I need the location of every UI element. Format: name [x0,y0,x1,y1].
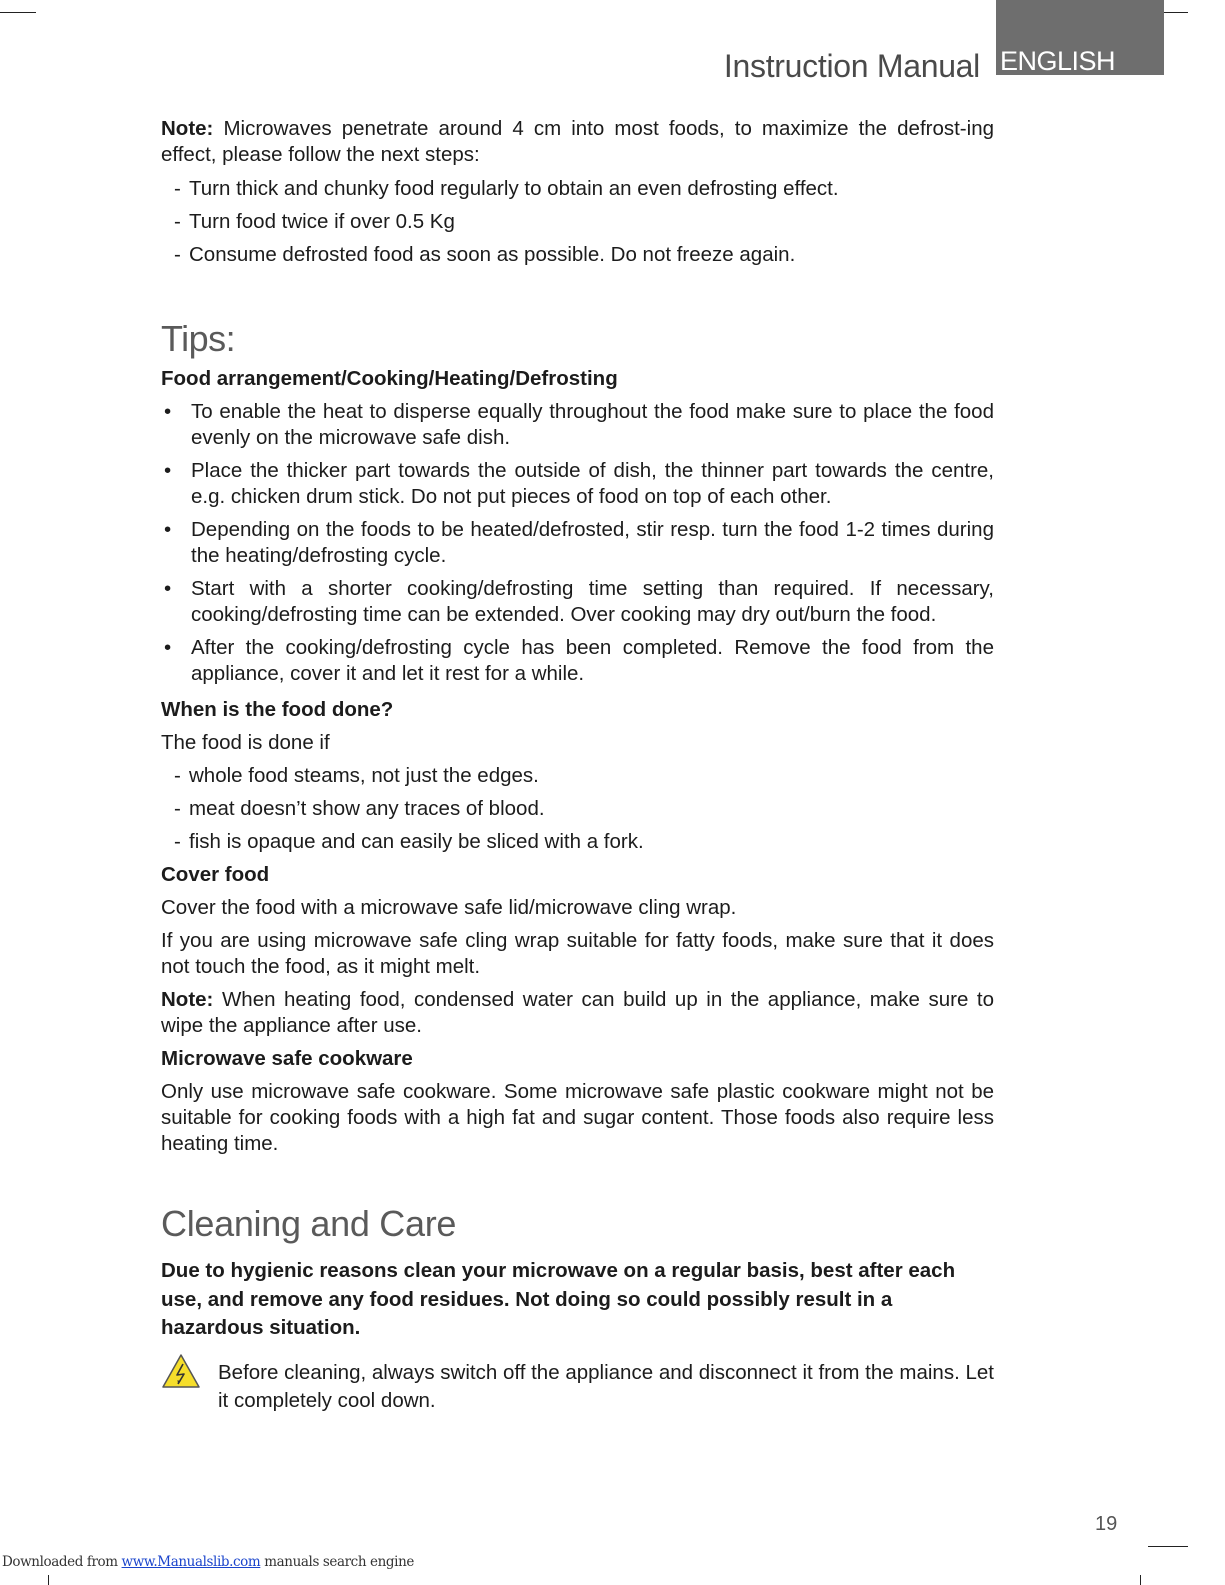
list-item: - meat doesn’t show any traces of blood. [174,797,545,820]
electric-warning-icon [161,1353,201,1389]
cleaning-heading: Cleaning and Care [161,1203,457,1244]
warning-text: Before cleaning, always switch off the appliance and disconnect it from the mains. Let it completely cool down. [218,1360,994,1412]
list-item: • Start with a shorter cooking/defrosting time setting than required. If necessary, cooking/defrosting time can be extended. Over cooking may dry out/burn the food. [164,577,994,626]
cover-food-text: Cover the food with a microwave safe lid/microwave cling wrap. [161,896,737,919]
intro-note [161,116,994,168]
food-arrangement-heading: Food arrangement/Cooking/Heating/Defrosting [161,367,618,390]
list-item-text: Start with a shorter cooking/defrosting time setting than required. If necessary, cooking/defrosting time can be extended. Over cooking may dry out/burn the food. [191,577,994,626]
list-item-text: After the cooking/defrosting cycle has been completed. Remove the food from the appliance, cover it and let it rest for a while. [191,636,994,685]
note-text: When heating food, condensed water can build up in the appliance, make sure to wipe the appliance after use. [161,988,994,1037]
list-item: - Turn thick and chunky food regularly to obtain an even defrosting effect. [174,177,839,200]
food-arrangement-list [161,399,994,687]
cleaning-intro: Due to hygienic reasons clean your microwave on a regular basis, best after each use, and remove any food residues. Not doing so could possibly result in a hazardous situation. [161,1259,956,1339]
cover-food-heading: Cover food [161,863,270,886]
footer-link[interactable]: www.Manualslib.com [121,1554,261,1570]
list-item: - Turn food twice if over 0.5 Kg [174,210,455,233]
footer-suffix: manuals search engine [264,1554,414,1570]
note-label: Note: [161,117,214,140]
food-done-intro: The food is done if [161,731,330,754]
note-text: Microwaves penetrate around 4 cm into most foods, to maximize the defrost-ing effect, please follow the next steps: [161,117,994,166]
list-item-text: Place the thicker part towards the outside of dish, the thinner part towards the centre, e.g. chicken drum stick. Do not put pieces of food on top of each other. [191,459,994,508]
note-label: Note: [161,988,214,1011]
language-label: ENGLISH [1000,46,1116,76]
page-number: 19 [1095,1513,1118,1535]
cover-food-note [161,987,994,1039]
list-item-text: meat doesn’t show any traces of blood. [189,797,545,820]
footer [2,1554,414,1570]
list-item-text: Consume defrosted food as soon as possible. Do not freeze again. [189,243,796,266]
list-item: • To enable the heat to disperse equally throughout the food make sure to place the food evenly on the microwave safe dish. [164,400,994,449]
list-item-text: whole food steams, not just the edges. [189,764,539,787]
list-item: - whole food steams, not just the edges. [174,764,539,787]
list-item: • Place the thicker part towards the outside of dish, the thinner part towards the centre, e.g. chicken drum stick. Do not put pieces of food on top of each other. [164,459,994,508]
page-content [161,116,994,1415]
list-item-text: Depending on the foods to be heated/defrosted, stir resp. turn the food 1-2 times during the heating/defrosting cycle. [191,518,994,567]
food-done-heading: When is the food done? [161,698,394,721]
list-item-text: To enable the heat to disperse equally throughout the food make sure to place the food evenly on the microwave safe dish. [191,400,994,449]
warning-notice [161,1359,994,1415]
footer-prefix: Downloaded from [2,1554,118,1570]
crop-mark [1148,1546,1188,1547]
crop-mark [1140,1575,1141,1585]
cover-food-text: If you are using microwave safe cling wrap suitable for fatty foods, make sure that it does not touch the food, as it might melt. [161,929,994,978]
cookware-text: Only use microwave safe cookware. Some microwave safe plastic cookware might not be suitable for cooking foods with a high fat and sugar content. Those foods also require less heating time. [161,1080,994,1155]
list-item-text: fish is opaque and can easily be sliced with a fork. [189,830,644,853]
tips-heading: Tips: [161,318,236,359]
list-item: • Depending on the foods to be heated/defrosted, stir resp. turn the food 1-2 times during the heating/defrosting cycle. [164,518,994,567]
list-item-text: Turn food twice if over 0.5 Kg [189,210,455,233]
language-tab [996,0,1164,75]
manual-title: Instruction Manual [723,48,980,84]
list-item: - fish is opaque and can easily be sliced with a fork. [174,830,644,853]
list-item: - Consume defrosted food as soon as possible. Do not freeze again. [174,243,796,266]
cookware-heading: Microwave safe cookware [161,1047,413,1070]
crop-mark [48,1575,49,1585]
crop-mark [0,12,36,13]
list-item: • After the cooking/defrosting cycle has been completed. Remove the food from the appliance, cover it and let it rest for a while. [164,636,994,685]
list-item-text: Turn thick and chunky food regularly to obtain an even defrosting effect. [189,177,839,200]
